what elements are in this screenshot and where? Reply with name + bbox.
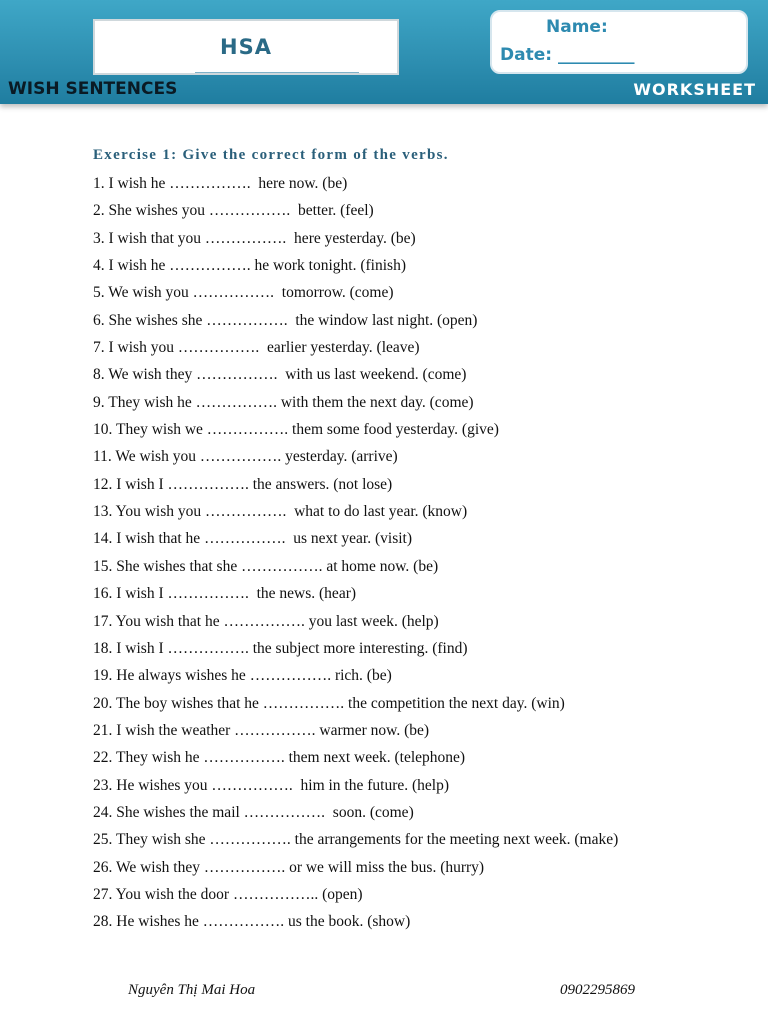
worksheet-type-label: WORKSHEET bbox=[633, 80, 756, 99]
sentence-item: 2. She wishes you ……………. better. (feel) bbox=[93, 202, 374, 220]
sentence-item: 28. He wishes he ……………. us the book. (show) bbox=[93, 913, 411, 931]
name-date-box bbox=[490, 10, 748, 74]
sentence-item: 16. I wish I ……………. the news. (hear) bbox=[93, 585, 357, 603]
sentence-item: 7. I wish you ……………. earlier yesterday. (leave) bbox=[93, 339, 420, 357]
sentence-item: 25. They wish she ……………. the arrangements for the meeting next week. (make) bbox=[93, 831, 619, 849]
sentence-list bbox=[93, 170, 618, 936]
sentence-item: 23. He wishes you ……………. him in the future. (help) bbox=[93, 776, 450, 794]
sentence-item: 13. You wish you ……………. what to do last year. (know) bbox=[93, 503, 468, 521]
sentence-item: 8. We wish they ……………. with us last weekend. (come) bbox=[93, 366, 467, 384]
sentence-item: 27. You wish the door …………….. (open) bbox=[93, 885, 363, 903]
sentence-item: 4. I wish he ……………. he work tonight. (finish) bbox=[93, 257, 406, 275]
sentence-item: 18. I wish I ……………. the subject more interesting. (find) bbox=[93, 639, 468, 657]
sentence-item: 14. I wish that he ……………. us next year. (visit) bbox=[93, 530, 412, 548]
sentence-item: 11. We wish you ……………. yesterday. (arrive) bbox=[93, 448, 398, 466]
footer-author: Nguyên Thị Mai Hoa bbox=[128, 982, 256, 998]
sentence-item: 22. They wish he ……………. them next week. (telephone) bbox=[93, 749, 466, 767]
sentence-item: 3. I wish that you ……………. here yesterday. (be) bbox=[93, 229, 416, 247]
footer-phone: 0902295869 bbox=[560, 982, 635, 998]
school-name: HSA bbox=[220, 35, 272, 59]
sentence-item: 17. You wish that he ……………. you last week. (help) bbox=[93, 612, 439, 630]
sentence-item: 9. They wish he ……………. with them the next day. (come) bbox=[93, 393, 474, 411]
worksheet-topic: WISH SENTENCES bbox=[8, 79, 178, 99]
sentence-item: 10. They wish we ……………. them some food yesterday. (give) bbox=[93, 421, 499, 439]
sentence-item: 19. He always wishes he ……………. rich. (be) bbox=[93, 667, 392, 685]
name-label: Name: bbox=[546, 17, 608, 37]
sentence-item: 21. I wish the weather ……………. warmer now. (be) bbox=[93, 721, 430, 739]
school-name-box bbox=[93, 19, 399, 75]
date-label: Date: _________ bbox=[500, 45, 635, 65]
sentence-item: 15. She wishes that she ……………. at home now. (be) bbox=[93, 557, 439, 575]
sentence-item: 12. I wish I ……………. the answers. (not lose) bbox=[93, 475, 393, 493]
exercise-heading: Exercise 1: Give the correct form of the verbs. bbox=[93, 147, 449, 163]
sentence-item: 20. The boy wishes that he ……………. the competition the next day. (win) bbox=[93, 694, 565, 712]
sentence-item: 6. She wishes she ……………. the window last night. (open) bbox=[93, 311, 478, 329]
sentence-item: 5. We wish you ……………. tomorrow. (come) bbox=[93, 284, 394, 302]
sentence-item: 24. She wishes the mail ……………. soon. (come) bbox=[93, 803, 414, 821]
sentence-item: 1. I wish he ……………. here now. (be) bbox=[93, 175, 348, 192]
school-name-underline bbox=[195, 72, 359, 73]
sentence-item: 26. We wish they ……………. or we will miss the bus. (hurry) bbox=[93, 858, 485, 876]
header-band bbox=[0, 0, 768, 104]
